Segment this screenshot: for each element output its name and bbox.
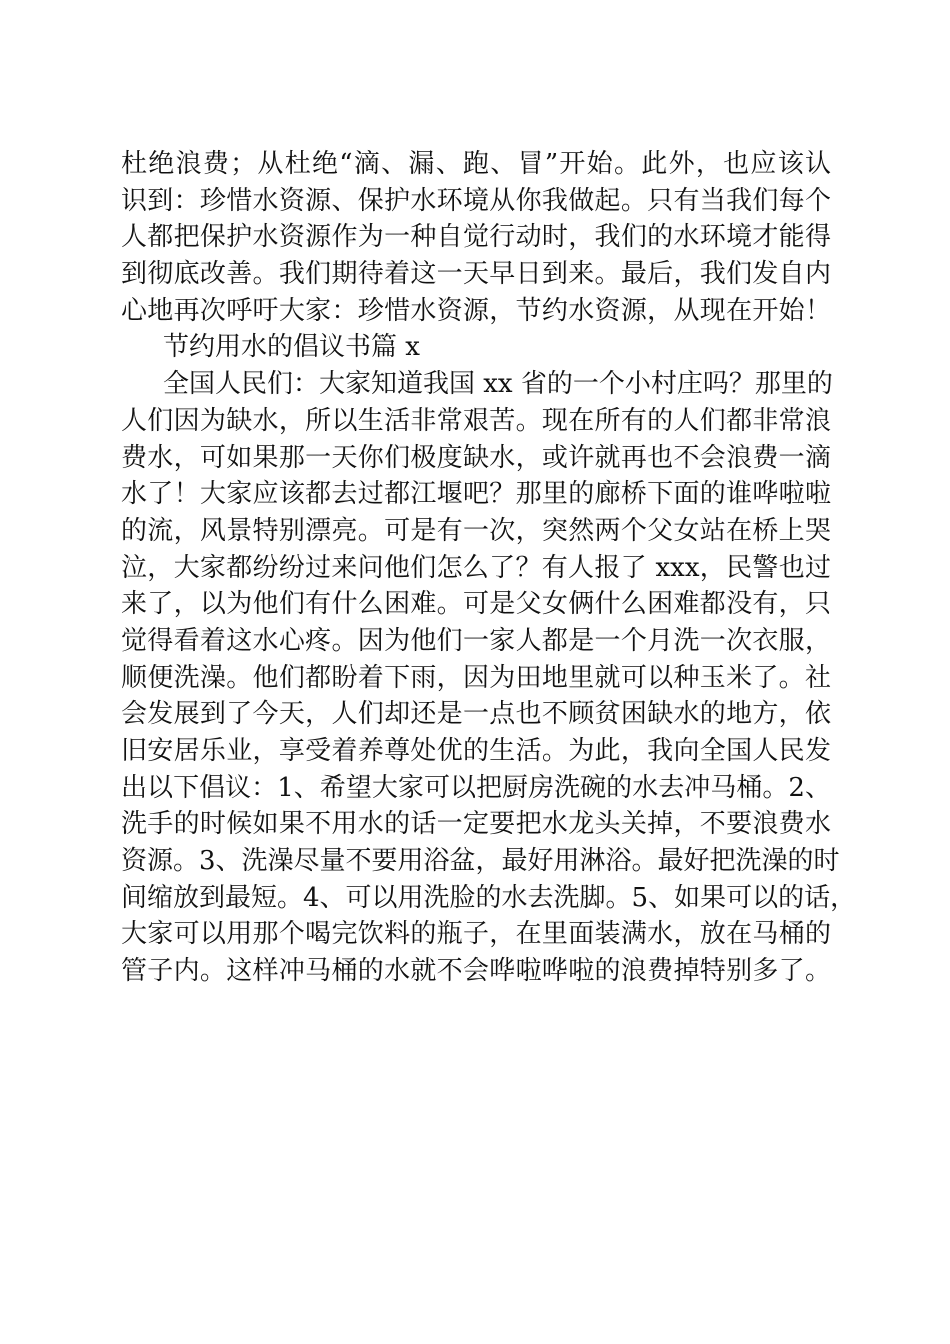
paragraph-line: 间缩放到最短。4、可以用洗脸的水去洗脚。5、如果可以的话， — [121, 882, 857, 913]
paragraph-line: 水了！大家应该都去过都江堰吧？那里的廊桥下面的谁哗啦啦 — [121, 479, 831, 510]
paragraph-line: 人都把保护水资源作为一种自觉行动时，我们的水环境才能得 — [121, 222, 831, 253]
paragraph-line: 旧安居乐业，享受着养尊处优的生活。为此，我向全国人民发 — [121, 736, 831, 766]
paragraph-line: 到彻底改善。我们期待着这一天早日到来。最后，我们发自内 — [121, 259, 831, 290]
paragraph-line: 大家可以用那个喝完饮料的瓶子，在里面装满水，放在马桶的 — [121, 919, 831, 950]
paragraph-line: 的流，风景特别漂亮。可是有一次，突然两个父女站在桥上哭 — [121, 515, 831, 546]
section-title: 节约用水的倡议书篇 x — [163, 332, 420, 363]
paragraph-line: 资源。3、洗澡尽量不要用浴盆，最好用淋浴。最好把洗澡的时 — [121, 846, 840, 877]
paragraph-line: 洗手的时候如果不用水的话一定要把水龙头关掉，不要浪费水 — [121, 809, 831, 840]
paragraph-line: 会发展到了今天，人们却还是一点也不顾贫困缺水的地方，依 — [121, 699, 831, 730]
paragraph-line: 费水，可如果那一天你们极度缺水，或许就再也不会浪费一滴 — [121, 442, 831, 473]
paragraph-line: 泣，大家都纷纷过来问他们怎么了？有人报了 xxx，民警也过 — [121, 552, 831, 583]
paragraph-proposal — [121, 366, 857, 990]
paragraph-line: 来了，以为他们有什么困难。可是父女俩什么困难都没有，只 — [121, 589, 831, 620]
paragraph-line: 心地再次呼吁大家：珍惜水资源，节约水资源，从现在开始！ — [121, 295, 831, 326]
paragraph-line: 识到：珍惜水资源、保护水环境从你我做起。只有当我们每个 — [121, 185, 831, 216]
paragraph-line: 觉得看着这水心疼。因为他们一家人都是一个月洗一次衣服， — [121, 625, 831, 656]
paragraph-line: 管子内。这样冲马桶的水就不会哗啦哗啦的浪费掉特别多了。 — [121, 956, 831, 987]
paragraph-line: 出以下倡议：1、希望大家可以把厨房洗碗的水去冲马桶。2、 — [121, 772, 831, 803]
paragraph-line: 全国人民们：大家知道我国 xx 省的一个小村庄吗？那里的 — [163, 369, 833, 400]
document-body — [121, 146, 857, 990]
paragraph-closing-previous — [121, 146, 831, 329]
paragraph-line: 顺便洗澡。他们都盼着下雨，因为田地里就可以种玉米了。社 — [121, 662, 831, 693]
paragraph-line: 人们因为缺水，所以生活非常艰苦。现在所有的人们都非常浪 — [121, 405, 831, 436]
paragraph-line: 杜绝浪费；从杜绝“滴、漏、跑、冒”开始。此外，也应该认 — [121, 149, 831, 179]
